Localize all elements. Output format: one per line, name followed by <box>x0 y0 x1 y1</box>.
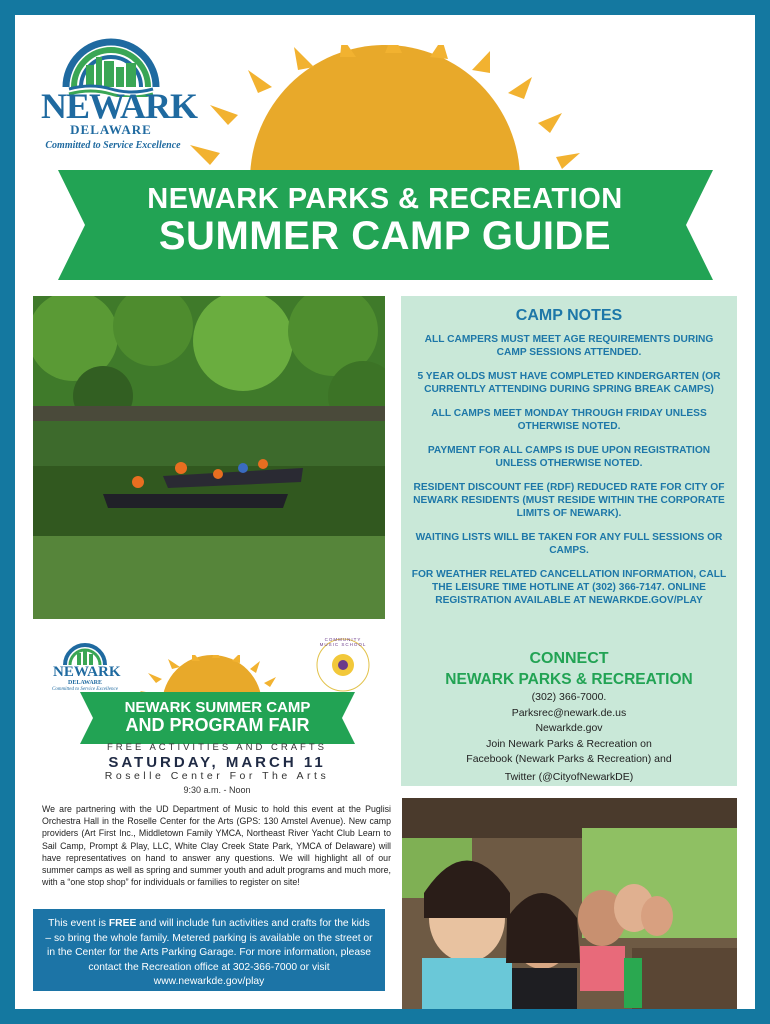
camp-note: ALL CAMPERS MUST MEET AGE REQUIREMENTS DURING CAMP SESSIONS ATTENDED. <box>424 334 714 358</box>
title-line-2: SUMMER CAMP GUIDE <box>158 214 612 258</box>
fair-info-post: and will include fun activities and crafts for the kids – so bring the whole family. Metered parking is available on the street or in the Center for the Arts Parking Garage. For more information, please contact the Recreation office at 302-366-7000 or visit www.newarkde.gov/play <box>45 918 373 987</box>
contact-facebook-1: Join Newark Parks & Recreation on <box>486 737 652 750</box>
camp-notes-title: CAMP NOTES <box>515 307 623 324</box>
camp-notes-list <box>411 333 727 618</box>
contact-website[interactable]: Newarkde.gov <box>535 722 603 734</box>
fair-logo-wordmark: NEWARK <box>53 664 121 680</box>
fair-time: 9:30 a.m. - Noon <box>183 785 251 795</box>
fair-description: We are partnering with the UD Department of Music to hold this event at the Puglisi Orchestra Hall in the Roselle Center for the Arts (GPS: 130 Amstel Avenue). New camp providers (Art First Inc., Middletown Family YMCA, Northeast River Yacht Club Learn to Sail Camp, Prompt & Play, LLC, White Clay Creek State Park, YMCA of Delaware) will have representatives on hand to answer any questions. We will highlight all of our summer camps as well as spring and summer youth and adult programs and much more, with a “one stop shop” for individuals or families to register on site! <box>42 804 391 888</box>
fair-logo-tagline: Committed to Service Excellence <box>52 687 118 692</box>
newark-logo <box>41 27 198 157</box>
logo-subtitle: DELAWARE <box>70 122 152 137</box>
rainbow-skyline-icon <box>53 637 117 667</box>
connect-section <box>401 649 737 785</box>
logo-wordmark: NEWARK <box>41 86 198 126</box>
contact-phone: (302) 366-7000. <box>531 691 607 703</box>
camp-note: PAYMENT FOR ALL CAMPS IS DUE UPON REGISTRATION UNLESS OTHERWISE NOTED. <box>427 445 711 469</box>
connect-subtitle: NEWARK PARKS & RECREATION <box>445 671 693 688</box>
camp-notes-panel <box>401 296 737 786</box>
camp-note: RESIDENT DISCOUNT FEE (RDF) REDUCED RATE FOR CITY OF NEWARK RESIDENTS (MUST RESIDE WITHIN THE CORPORATE LIMITS OF NEWARK). <box>413 482 725 519</box>
fair-logo-subtitle: DELAWARE <box>67 680 102 686</box>
fair-subtitle: FREE ACTIVITIES AND CRAFTS <box>107 742 327 753</box>
fair-date: SATURDAY, MARCH 11 <box>108 754 326 771</box>
fair-title-line-2: AND PROGRAM FAIR <box>125 715 310 735</box>
camp-note: 5 YEAR OLDS MUST HAVE COMPLETED KINDERGARTEN (OR CURRENTLY ATTENDING DURING SPRING BREAK CAMPS) <box>417 371 721 395</box>
canoe-lake-photo <box>33 296 385 619</box>
camp-note: WAITING LISTS WILL BE TAKEN FOR ANY FULL SESSIONS OR CAMPS. <box>415 532 723 556</box>
fair-info-pre: This event is <box>48 918 109 929</box>
contact-twitter: Twitter (@CityofNewarkDE) <box>504 770 634 783</box>
fair-info-text <box>45 917 373 990</box>
sun-icon <box>190 45 580 185</box>
kids-photo <box>402 798 737 1009</box>
fair-venue: Roselle Center For The Arts <box>104 770 330 782</box>
fair-title-line-1: NEWARK SUMMER CAMP <box>124 699 311 716</box>
camp-note: ALL CAMPS MEET MONDAY THROUGH FRIDAY UNLESS OTHERWISE NOTED. <box>431 408 707 432</box>
contact-facebook-2: Facebook (Newark Parks & Recreation) and <box>466 753 672 765</box>
camp-note: FOR WEATHER RELATED CANCELLATION INFORMATION, CALL THE LEISURE TIME HOTLINE AT (302) 366-7147. ONLINE REGISTRATION AVAILABLE AT NEWARKDE.GOV/PLAY <box>411 569 727 606</box>
contact-email[interactable]: Parksrec@newark.de.us <box>511 706 627 719</box>
community-music-school-logo <box>315 637 371 693</box>
connect-title: CONNECT <box>529 650 609 667</box>
logo-tagline: Committed to Service Excellence <box>45 140 181 151</box>
title-line-1: NEWARK PARKS & RECREATION <box>147 183 623 215</box>
flyer-page <box>15 15 755 1009</box>
fair-newark-logo <box>52 637 121 692</box>
fair-info-free: FREE <box>108 918 137 929</box>
fair-info-box <box>33 909 385 991</box>
music-school-text: COMMUNITY MUSIC SCHOOL <box>319 637 367 647</box>
